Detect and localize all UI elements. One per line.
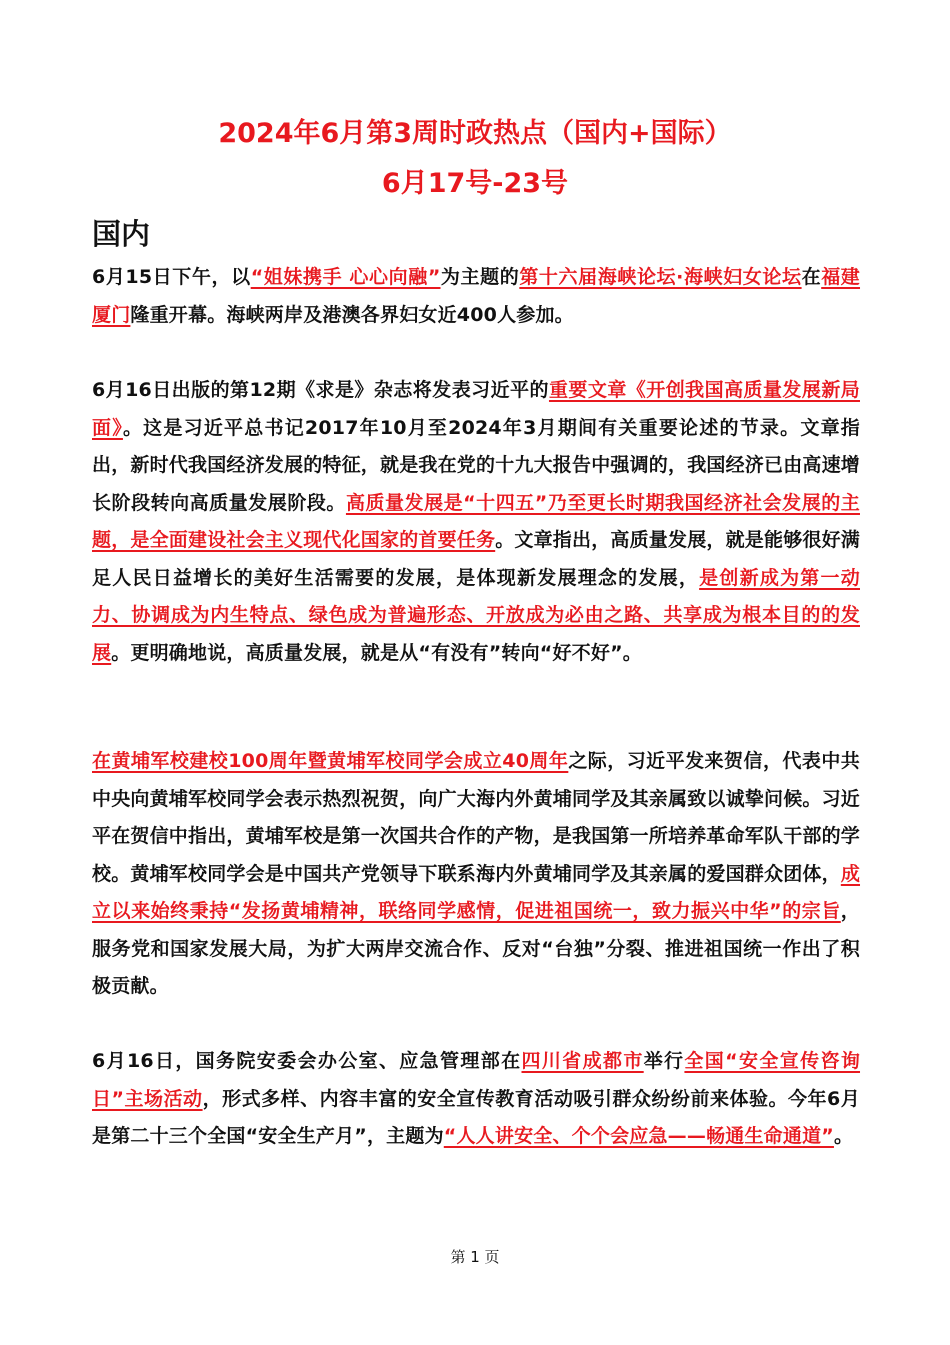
paragraph-text: 6月16日，国务院安委会办公室、应急管理部在 <box>92 1050 522 1072</box>
highlighted-key-phrase: 全国“安全宣传咨询日”主场活动 <box>92 1050 861 1110</box>
paragraph-text: ，形式多样、内容丰富的安全宣传教育活动吸引群众纷纷前来体验。今年6月是第二十三个全国“安全生产月”，主题为 <box>92 1087 860 1147</box>
highlighted-key-phrase: 是创新成为第一动力、协调成为内生特点、绿色成为普遍形态、开放成为必由之路、共享成为根本目的的发展 <box>92 566 860 664</box>
highlighted-key-phrase: 福建厦门 <box>92 266 861 326</box>
highlighted-key-phrase: 重要文章《开创我国高质量发展新局面》 <box>92 379 860 439</box>
section-heading-domestic: 国内 <box>92 217 151 251</box>
paragraph-text: 6月16日出版的第12期《求是》杂志将发表习近平的 <box>92 379 549 401</box>
highlighted-key-phrase: “姐妹携手 心心向融” <box>250 266 441 288</box>
highlighted-key-phrase: “人人讲安全、个个会应急——畅通生命通道” <box>443 1125 834 1147</box>
paragraph-text: 隆重开幕。海峡两岸及港澳各界妇女近400人参加。 <box>130 303 574 326</box>
paragraph-text: 之际，习近平发来贺信，代表中共中央向黄埔军校同学会表示热烈祝贺，向广大海内外黄埔同学及其亲属致以诚挚问候。习近平在贺信中指出，黄埔军校是第一次国共合作的产物，是我国第一所培养革命军队干部的学校。黄埔军校同学会是中国共产党领导下联系海内外黄埔同学及其亲属的爱国群众团体， <box>92 750 861 885</box>
highlighted-key-phrase: 成立以来始终秉持“发扬黄埔精神，联络同学感情，促进祖国统一，致力振兴中华”的宗旨 <box>92 862 861 922</box>
paragraph-text: 。 <box>833 1125 854 1147</box>
highlighted-key-phrase: 第十六届海峡论坛·海峡妇女论坛 <box>519 266 802 288</box>
news-paragraph-1 <box>92 259 860 334</box>
document-title: 2024年6月第3周时政热点（国内+国际） <box>218 118 732 149</box>
highlighted-key-phrase: 四川省成都市 <box>521 1050 644 1072</box>
paragraph-text: 在 <box>801 266 822 288</box>
page-number-footer: 第 1 页 <box>450 1248 500 1266</box>
paragraph-text: ，服务党和国家发展大局，为扩大两岸交流合作、反对“台独”分裂、推进祖国统一作出了积极贡献。 <box>92 900 860 997</box>
paragraph-text: 举行 <box>643 1050 685 1072</box>
paragraph-text: 为主题的 <box>440 266 520 288</box>
highlighted-key-phrase: 在黄埔军校建校100周年暨黄埔军校同学会成立40周年 <box>92 750 569 772</box>
news-paragraph-4 <box>92 1043 860 1156</box>
highlighted-key-phrase: 高质量发展是“十四五”乃至更长时期我国经济社会发展的主题，是全面建设社会主义现代化国家的首要任务 <box>92 491 860 551</box>
document-subtitle-date-range: 6月17号-23号 <box>381 168 569 199</box>
paragraph-text: 6月15日下午，以 <box>92 266 251 288</box>
paragraph-text: 。这是习近平总书记2017年10月至2024年3月期间有关重要论述的节录。文章指出，新时代我国经济发展的特征，就是我在党的十九大报告中强调的，我国经济已由高速增长阶段转向高质量发展阶段。 <box>92 416 861 514</box>
paragraph-text: 。更明确地说，高质量发展，就是从“有没有”转向“好不好”。 <box>111 641 642 664</box>
paragraph-text: 。文章指出，高质量发展，就是能够很好满足人民日益增长的美好生活需要的发展，是体现新发展理念的发展， <box>92 529 861 589</box>
news-paragraph-3 <box>92 743 860 1006</box>
news-paragraph-2 <box>92 372 860 672</box>
